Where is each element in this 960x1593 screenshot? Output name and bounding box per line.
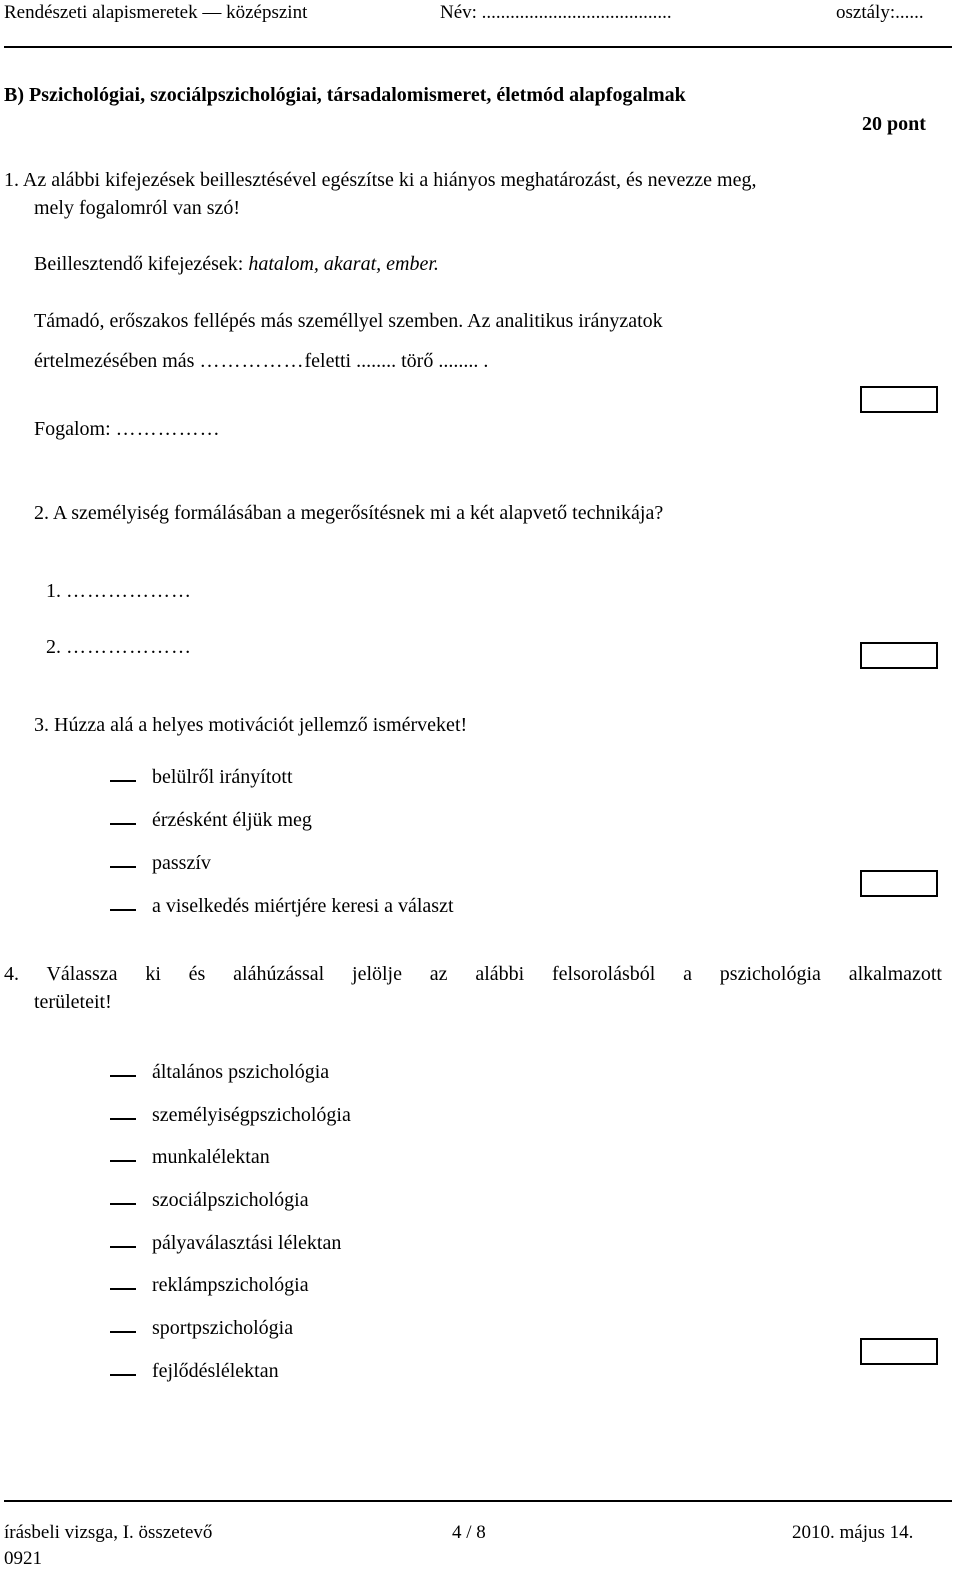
- q4-bullet-3: [110, 1160, 136, 1162]
- q4-item-6[interactable]: reklámpszichológia: [152, 1274, 309, 1296]
- header-rule: [4, 46, 952, 48]
- footer-date: 2010. május 14.: [792, 1522, 914, 1543]
- footer-code: 0921: [4, 1548, 42, 1569]
- q3-bullet-2: [110, 823, 136, 825]
- q4-item-2[interactable]: személyiségpszichológia: [152, 1104, 351, 1126]
- q2-answer-2-num: 2.: [46, 636, 61, 658]
- q4-item-1[interactable]: általános pszichológia: [152, 1061, 330, 1083]
- q1-prompt-line2: mely fogalomról van szó!: [34, 197, 241, 219]
- q4-bullet-5: [110, 1246, 136, 1248]
- q4-bullet-6: [110, 1288, 136, 1290]
- q4-item-8[interactable]: fejlődéslélektan: [152, 1360, 279, 1382]
- q3-score-box[interactable]: [860, 870, 938, 897]
- q4-prompt-line1: [4, 963, 942, 986]
- q1-definition-line1: Támadó, erőszakos fellépés más személlyel szemben. Az analitikus irányzatok: [34, 310, 663, 332]
- q2-score-box[interactable]: [860, 642, 938, 669]
- q2-answer-1-num: 1.: [46, 580, 61, 602]
- section-title: B) Pszichológiai, szociálpszichológiai, társadalomismeret, életmód alapfogalmak: [4, 84, 686, 106]
- q1-def-text-b: feletti ........ törő ........ .: [304, 350, 489, 372]
- header-class-field: osztály:......: [836, 2, 924, 23]
- q1-insert-label: Beillesztendő kifejezések:: [34, 253, 244, 275]
- q1-insert-line: [34, 253, 439, 276]
- q2-prompt: 2. A személyiség formálásában a megerősítésnek mi a két alapvető technikája?: [34, 502, 664, 524]
- footer-page: 4 / 8: [452, 1522, 486, 1543]
- q4-bullet-7: [110, 1331, 136, 1333]
- q2-answer-2: [46, 636, 192, 659]
- q1-concept-blank[interactable]: ……………: [115, 418, 221, 440]
- q3-item-3[interactable]: passzív: [152, 852, 211, 874]
- q3-bullet-1: [110, 780, 136, 782]
- q4-item-7[interactable]: sportpszichológia: [152, 1317, 294, 1339]
- q4-item-4[interactable]: szociálpszichológia: [152, 1189, 309, 1211]
- q1-prompt-line1: 1. Az alábbi kifejezések beillesztésével egészítse ki a hiányos meghatározást, és nevezze meg,: [4, 169, 757, 191]
- q1-insert-terms: hatalom, akarat, ember.: [248, 253, 439, 275]
- footer-exam: írásbeli vizsga, I. összetevő: [4, 1522, 213, 1543]
- q4-prompt-line2: területeit!: [34, 991, 112, 1013]
- q4-item-5[interactable]: pályaválasztási lélektan: [152, 1232, 342, 1254]
- q2-answer-2-blank[interactable]: ………………: [66, 636, 192, 658]
- q4-score-box[interactable]: [860, 1338, 938, 1365]
- q3-item-2[interactable]: érzésként éljük meg: [152, 809, 312, 831]
- q4-bullet-4: [110, 1203, 136, 1205]
- q1-def-blank[interactable]: ……………: [199, 350, 305, 372]
- q2-answer-1: [46, 580, 192, 603]
- q4-bullet-8: [110, 1374, 136, 1376]
- q2-answer-1-blank[interactable]: ………………: [66, 580, 192, 602]
- q3-bullet-4: [110, 909, 136, 911]
- q4-item-3[interactable]: munkalélektan: [152, 1146, 270, 1168]
- header-name-field: Név: ........................................: [440, 2, 672, 23]
- q3-bullet-3: [110, 866, 136, 868]
- q4-bullet-2: [110, 1118, 136, 1120]
- q3-prompt: 3. Húzza alá a helyes motivációt jellemző ismérveket!: [34, 714, 468, 736]
- q1-def-text-a: értelmezésében más: [34, 350, 195, 372]
- section-points: 20 pont: [862, 113, 926, 135]
- q1-concept-line: [34, 418, 221, 441]
- q1-score-box[interactable]: [860, 386, 938, 413]
- footer-rule: [4, 1500, 952, 1502]
- q4-prompt-line1-text: 4. Válassza ki és aláhúzással jelölje az alábbi felsorolásból a pszichológia alkalmazott: [4, 963, 942, 985]
- q1-concept-label: Fogalom:: [34, 418, 111, 440]
- q4-bullet-1: [110, 1075, 136, 1077]
- q1-definition-line2: [34, 350, 488, 373]
- header-subject: Rendészeti alapismeretek — középszint: [4, 2, 308, 23]
- q3-item-4[interactable]: a viselkedés miértjére keresi a választ: [152, 895, 454, 917]
- q3-item-1[interactable]: belülről irányított: [152, 766, 293, 788]
